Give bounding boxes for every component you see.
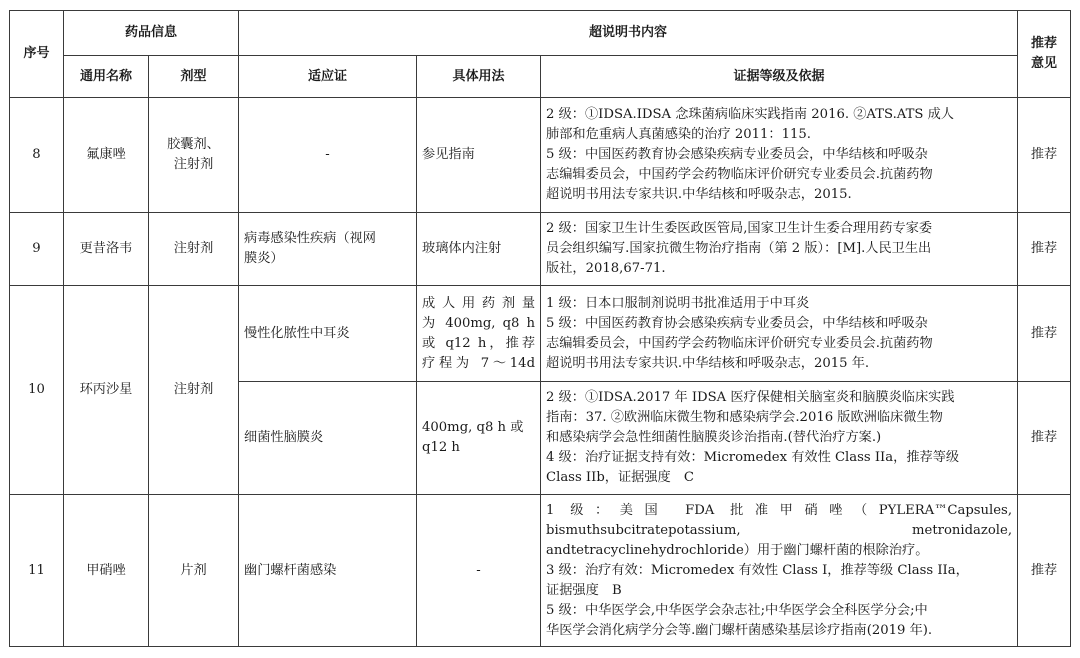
- row-evidence: [541, 286, 1018, 382]
- evidence-line: 肺部和危重病人真菌感染的治疗 2011：115.: [546, 127, 811, 142]
- row-indication: [239, 213, 417, 286]
- row-recommend: 推荐: [1018, 213, 1071, 286]
- evidence-line: 版社，2018,67-71.: [546, 261, 666, 276]
- evidence-line: 超说明书用法专家共识.中华结核和呼吸杂志，2015.: [546, 187, 852, 202]
- indication-line: 膜炎）: [244, 251, 284, 266]
- form-line: 胶囊剂、: [167, 137, 220, 152]
- row-generic-name: 更昔洛韦: [64, 213, 149, 286]
- evidence-line: 华医学会消化病学分会等.幽门螺杆菌感染基层诊疗指南(2019 年).: [546, 622, 933, 638]
- row-generic-name: 环丙沙星: [64, 286, 149, 495]
- row-recommend: 推荐: [1018, 382, 1071, 495]
- usage-line: 疗程为 7～14d: [422, 355, 536, 371]
- usage-line: q12 h: [422, 440, 460, 455]
- row-index: 9: [10, 213, 64, 286]
- row-dosage-form: 片剂: [149, 495, 239, 647]
- header-drug-info: 药品信息: [64, 11, 239, 56]
- row-recommend: 推荐: [1018, 286, 1071, 382]
- evidence-line: 志编辑委员会，中国药学会药物临床评价研究专业委员会.抗菌药物: [546, 167, 933, 182]
- indication-line: 病毒感染性疾病（视网: [244, 231, 376, 246]
- evidence-line: Class IIb，证据强度 C: [546, 470, 694, 485]
- evidence-line: 2 级：①IDSA.2017 年 IDSA 医疗保健相关脑室炎和脑膜炎临床实践: [546, 390, 955, 405]
- evidence-line: 5 级：中国医药教育协会感染疾病专业委员会，中华结核和呼吸杂: [546, 315, 928, 331]
- row-recommend: 推荐: [1018, 98, 1071, 213]
- evidence-line: 和感染病学会急性细菌性脑膜炎诊治指南.(替代治疗方案.): [546, 430, 882, 445]
- header-recommend-line2: 意见: [1031, 56, 1058, 71]
- evidence-line: 2 级：国家卫生计生委医政医管局,国家卫生计生委合理用药专家委: [546, 221, 933, 236]
- evidence-line: andtetracyclinehydrochloride）用于幽门螺杆菌的根除治疗。: [546, 542, 929, 558]
- row-indication: 幽门螺杆菌感染: [239, 495, 417, 647]
- header-index: 序号: [10, 11, 64, 98]
- usage-line: 成人用药剂量: [422, 295, 536, 311]
- row-indication: 慢性化脓性中耳炎: [239, 286, 417, 382]
- row-generic-name: 氟康唑: [64, 98, 149, 213]
- evidence-line: 证据强度 B: [546, 582, 622, 598]
- row-evidence: [541, 98, 1018, 213]
- row-dosage-form: [149, 98, 239, 213]
- row-indication: -: [239, 98, 417, 213]
- header-generic-name: 通用名称: [64, 56, 149, 98]
- header-row-2: [10, 56, 1071, 98]
- row-dosage-form: 注射剂: [149, 213, 239, 286]
- evidence-line: 员会组织编写.国家抗微生物治疗指南（第 2 版）：[M].人民卫生出: [546, 241, 932, 256]
- row-indication: 细菌性脑膜炎: [239, 382, 417, 495]
- row-index: 8: [10, 98, 64, 213]
- evidence-line: 指南：37. ②欧洲临床微生物和感染病学会.2016 版欧洲临床微生物: [546, 410, 943, 425]
- usage-line: 或 q12 h，推荐: [422, 335, 536, 351]
- row-evidence: [541, 495, 1018, 647]
- table-row: [10, 98, 1071, 213]
- evidence-line: bismuthsubcitratepotassium, metronidazole,: [546, 522, 1013, 538]
- header-indication: 适应证: [239, 56, 417, 98]
- table-row: [10, 286, 1071, 382]
- evidence-line: 4 级：治疗证据支持有效：Micromedex 有效性 Class IIa，推荐等级: [546, 450, 960, 465]
- off-label-drug-table: [9, 10, 1071, 647]
- row-recommend: 推荐: [1018, 495, 1071, 647]
- evidence-line: 1 级：美国 FDA 批准甲硝唑（PYLERA™Capsules,: [546, 502, 1013, 518]
- row-usage: [417, 286, 541, 382]
- evidence-line: 5 级：中国医药教育协会感染疾病专业委员会，中华结核和呼吸杂: [546, 147, 928, 162]
- row-index: 11: [10, 495, 64, 647]
- row-usage: 玻璃体内注射: [417, 213, 541, 286]
- row-usage: [417, 382, 541, 495]
- table-row: [10, 213, 1071, 286]
- header-recommend: [1018, 11, 1071, 98]
- header-usage: 具体用法: [417, 56, 541, 98]
- header-row-1: [10, 11, 1071, 56]
- header-dosage-form: 剂型: [149, 56, 239, 98]
- header-recommend-line1: 推荐: [1031, 36, 1058, 51]
- evidence-line: 1 级：日本口服制剂说明书批准适用于中耳炎: [546, 295, 810, 311]
- header-evidence: 证据等级及依据: [541, 56, 1018, 98]
- row-index: 10: [10, 286, 64, 495]
- usage-line: 400mg, q8 h 或: [422, 420, 524, 435]
- table-row: [10, 495, 1071, 647]
- evidence-line: 5 级：中华医学会,中华医学会杂志社;中华医学会全科医学分会;中: [546, 602, 928, 618]
- evidence-line: 志编辑委员会，中国药学会药物临床评价研究专业委员会.抗菌药物: [546, 335, 933, 351]
- row-evidence: [541, 213, 1018, 286]
- form-line: 注射剂: [173, 157, 214, 172]
- row-usage: 参见指南: [417, 98, 541, 213]
- row-usage: -: [417, 495, 541, 647]
- row-evidence: [541, 382, 1018, 495]
- usage-line: 为 400mg, q8 h: [422, 315, 536, 331]
- evidence-line: 2 级：①IDSA.IDSA 念珠菌病临床实践指南 2016. ②ATS.ATS 成人: [546, 107, 954, 122]
- evidence-line: 超说明书用法专家共识.中华结核和呼吸杂志，2015 年.: [546, 355, 870, 371]
- evidence-line: 3 级：治疗有效：Micromedex 有效性 Class I，推荐等级 Class IIa，: [546, 562, 969, 578]
- header-off-label: 超说明书内容: [239, 11, 1018, 56]
- row-generic-name: 甲硝唑: [64, 495, 149, 647]
- row-dosage-form: 注射剂: [149, 286, 239, 495]
